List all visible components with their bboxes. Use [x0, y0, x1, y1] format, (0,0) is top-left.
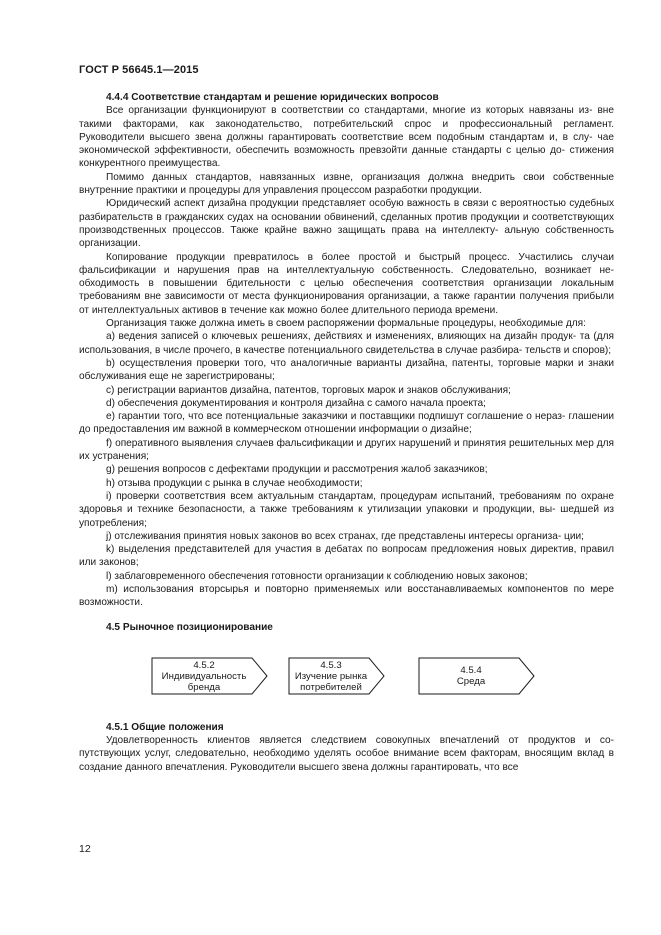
list-item	[79, 384, 614, 397]
text-line: k) выделения представителей для участия в дебатах по вопросам предложения новых директив,	[106, 544, 577, 556]
step-brand	[152, 660, 256, 693]
positioning-diagram	[79, 634, 614, 710]
text-line: правил или законов;	[79, 544, 614, 569]
text-line: для:	[565, 318, 586, 330]
list-item	[79, 477, 614, 490]
text-line: ции;	[564, 530, 584, 542]
step-number: 4.5.3	[320, 659, 342, 671]
text-line: знаки обслуживания еще не зарегистрированы;	[79, 357, 614, 383]
step-label-line: Изучение рынка	[294, 670, 368, 682]
paragraph	[79, 197, 614, 250]
text-line: c) регистрации вариантов дизайна, патентов, торговых марок и знаков обслуживания;	[106, 384, 511, 396]
text-line: прибыли от интеллектуальных активов в течение как можно более длительного периода времени.	[79, 291, 614, 316]
step-label-line: Индивидуальность	[161, 670, 247, 682]
text-line: внутренние практики и процедуры для управления процессом разработки продукции.	[79, 185, 482, 197]
page-number: 12	[79, 843, 91, 855]
text-line: охране здоровья и технике безопасности, а также требованиям к утилизации упаковки и продукции, вы-	[79, 490, 614, 516]
list-item	[79, 397, 614, 410]
section-444-paragraphs	[79, 104, 614, 330]
section-444-list	[79, 330, 614, 609]
list-item	[79, 357, 614, 384]
text-line: j) отслеживания принятия новых законов во всех странах, где представлены интересы организа-	[106, 530, 562, 542]
text-line: фальсификации и нарушения прав на интеллектуальную собственность. Следовательно, возникает не-	[79, 264, 614, 276]
text-line: обходимость в повышении бдительности с целью обеспечения соответствия организации локальным	[79, 278, 614, 290]
text-line: f) оперативного выявления случаев фальсификации и других нарушений и принятия решительных	[106, 437, 573, 449]
text-line: требованиям вне зависимости от места функционирования организации, а также гарантии получения	[79, 291, 569, 303]
text-line: Организация также должна иметь в своем распоряжении формальные процедуры, необходимые	[106, 318, 564, 330]
paragraph	[79, 734, 614, 774]
section-451-heading: 4.5.1 Общие положения	[106, 721, 224, 733]
text-line: мере возможности.	[79, 583, 614, 609]
text-line: d) обеспечения документирования и контроля дизайна с самого начала проекта;	[106, 397, 486, 409]
paragraph	[79, 251, 614, 317]
text-line: Копирование продукции превратилось в более простой и быстрый процесс. Участились случаи	[106, 251, 614, 263]
step-label-line: бренда	[187, 681, 221, 693]
text-line: m) использования вторсырья и повторно применяемых или восстанавливаемых компонентов по	[106, 583, 585, 595]
text-line: l) заблаговременного обеспечения готовности организации к соблюдению новых законов;	[106, 570, 528, 582]
text-line: вклад в создание данного впечатления. Руководители высшего звена должны гарантировать, что все	[79, 748, 614, 773]
step-number: 4.5.2	[193, 659, 215, 671]
section-444-heading: 4.4.4 Соответствие стандартам и решение юридических вопросов	[106, 92, 439, 103]
text-line: Все организации функционируют в соответствии со стандартами, многие из которых навязаны из-	[106, 105, 593, 117]
text-line: h) отзыва продукции с рынка в случае необходимости;	[106, 477, 363, 489]
text-line: вне такими факторами, как законодательство, потребительский спрос и профессиональный регламент.	[79, 105, 614, 130]
page-body	[79, 91, 614, 774]
text-line: альную собственность организации.	[79, 224, 614, 250]
step-label-line: потребителей	[300, 681, 362, 693]
paragraph	[79, 171, 614, 198]
text-line: a) ведения записей о ключевых решениях, действиях и изменениях, влияющих на дизайн продук-	[106, 331, 577, 343]
text-line: та (для использования, в числе прочего, в качестве потенциального свидетельства в случае разбира-	[79, 331, 614, 356]
text-line: мер для их устранения;	[79, 437, 614, 463]
text-line: стижения конкурентного преимущества.	[79, 145, 614, 170]
text-line: b) осуществления проверки того, что аналогичные варианты дизайна, патенты, торговые марки и	[106, 357, 584, 369]
step-label-line: Среда	[456, 675, 486, 687]
list-item	[79, 583, 614, 610]
text-line: Руководители высшего звена должны гарантировать соответствие всем подобным стандартам и, в слу-	[79, 131, 593, 143]
list-item	[79, 437, 614, 464]
text-line: тельств и споров);	[525, 344, 612, 356]
paragraph	[79, 104, 614, 170]
list-item	[79, 570, 614, 583]
document-id: ГОСТ Р 56645.1—2015	[79, 64, 199, 76]
text-line: судебных разбирательств в гражданских судах на основании обвинений, сделанных против продукции	[79, 198, 614, 223]
step-number: 4.5.4	[460, 664, 482, 676]
text-line: e) гарантии того, что все потенциальные заказчики и поставщики подпишут соглашение о нераз-	[106, 411, 566, 423]
text-line: i) проверки соответствия всем актуальным стандартам, процедурам испытаний, требованиям по	[106, 490, 577, 502]
section-45-heading: 4.5 Рыночное позиционирование	[106, 621, 273, 633]
text-line: путствующих услуг, следовательно, необходимо уделять особое внимание всем факторам, вносящим	[79, 748, 573, 760]
list-item	[79, 530, 614, 543]
step-market-research	[286, 660, 376, 693]
list-item	[79, 330, 614, 357]
list-item	[79, 490, 614, 530]
text-line: шедшей из употребления;	[79, 504, 614, 529]
text-line: Удовлетворенность клиентов является следствием совокупных впечатлений от продуктов и со-	[106, 735, 614, 747]
text-line: и соответствующих производственных процессов. Также крайне важно защищать права на интеллекту-	[79, 211, 615, 236]
text-line: глашении до предоставления им важной в коммерческом отношении информации о дизайне;	[79, 411, 614, 436]
text-line: чае экономической эффективности, обеспечить возможность превзойти данные стандарты с целью до-	[79, 131, 614, 157]
list-item	[79, 463, 614, 476]
step-environment	[419, 665, 523, 687]
text-line: g) решения вопросов с дефектами продукции и рассмотрения жалоб заказчиков;	[106, 464, 488, 476]
text-line: Помимо данных стандартов, навязанных извне, организация должна внедрить свои собственные	[106, 171, 614, 183]
list-item	[79, 543, 614, 570]
section-451-paragraphs	[79, 734, 614, 774]
list-item	[79, 410, 614, 437]
paragraph	[79, 317, 614, 330]
text-line: Юридический аспект дизайна продукции представляет особую важность в связи с вероятностью	[106, 198, 566, 210]
